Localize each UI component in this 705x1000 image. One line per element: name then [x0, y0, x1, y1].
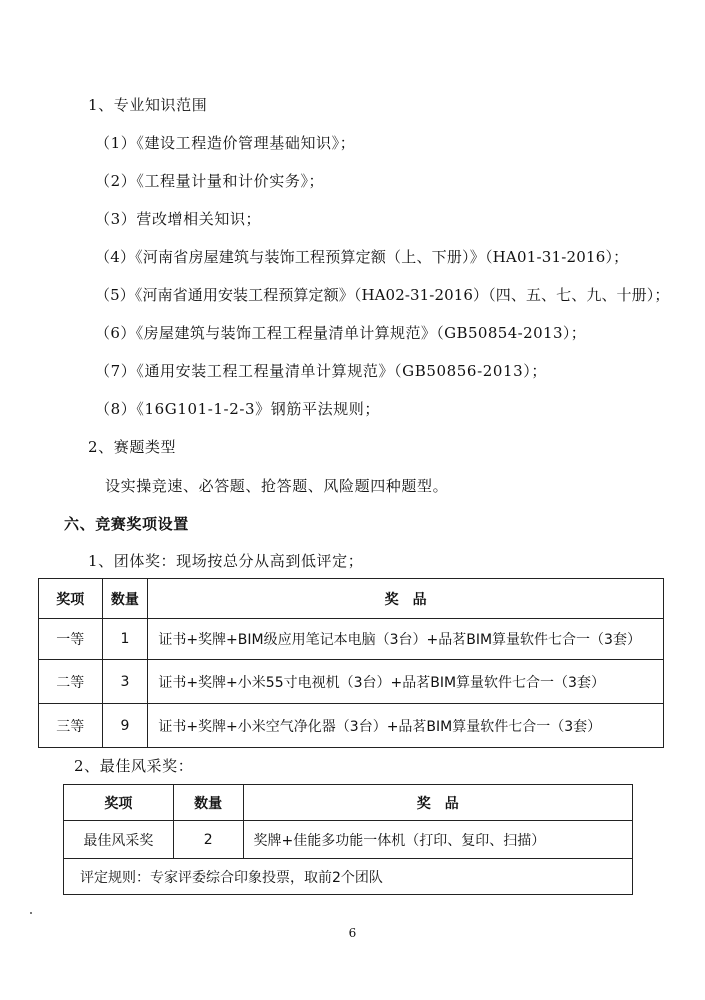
- style-award-heading: 2、最佳风采奖：: [74, 757, 194, 775]
- award-cell: 二等: [39, 660, 103, 704]
- team-award-heading: 1、团体奖：现场按总分从高到低评定；: [88, 552, 364, 570]
- table-header-row: [39, 579, 664, 619]
- style-award-table: [63, 784, 633, 895]
- section-heading-awards: 六、竞赛奖项设置: [64, 515, 189, 533]
- table-row: [39, 704, 664, 748]
- prize-cell: 奖牌+佳能多功能一体机（打印、复印、扫描）: [243, 821, 632, 859]
- knowledge-item-6: （6）《房屋建筑与装饰工程工程量清单计算规范》（GB50854-2013）；: [95, 324, 587, 342]
- knowledge-item-1: （1）《建设工程造价管理基础知识》；: [95, 134, 356, 152]
- prize-cell: 证书+奖牌+BIM级应用笔记本电脑（3台）+品茗BIM算量软件七合一（3套）: [148, 619, 664, 660]
- knowledge-item-7: （7）《通用安装工程工程量清单计算规范》（GB50856-2013）；: [95, 362, 548, 380]
- section-heading-question-types: 2、赛题类型: [88, 438, 177, 456]
- knowledge-item-2: （2）《工程量计量和计价实务》；: [95, 172, 325, 190]
- table-row: [39, 619, 664, 660]
- page-number: 6: [348, 926, 357, 940]
- quantity-cell: 2: [173, 821, 243, 859]
- header-prize: 奖 品: [148, 579, 664, 619]
- team-award-table: [38, 578, 664, 748]
- section-heading-knowledge-scope: 1、专业知识范围: [88, 96, 208, 114]
- award-cell: 最佳风采奖: [64, 821, 174, 859]
- knowledge-item-3: （3）营改增相关知识；: [95, 210, 262, 228]
- header-quantity: 数量: [102, 579, 148, 619]
- table-row: [64, 821, 633, 859]
- header-award: 奖项: [39, 579, 103, 619]
- table-row: [39, 660, 664, 704]
- table-note-row: [64, 859, 633, 895]
- knowledge-item-4: （4）《河南省房屋建筑与装饰工程预算定额（上、下册）》（HA01-31-2016）；: [95, 248, 629, 266]
- award-cell: 三等: [39, 704, 103, 748]
- header-award: 奖项: [64, 785, 174, 821]
- prize-cell: 证书+奖牌+小米空气净化器（3台）+品茗BIM算量软件七合一（3套）: [148, 704, 664, 748]
- header-prize: 奖 品: [243, 785, 632, 821]
- award-cell: 一等: [39, 619, 103, 660]
- table-header-row: [64, 785, 633, 821]
- header-quantity: 数量: [173, 785, 243, 821]
- quantity-cell: 9: [102, 704, 148, 748]
- question-types-body: 设实操竞速、必答题、抢答题、风险题四种题型。: [105, 477, 449, 495]
- quantity-cell: 1: [102, 619, 148, 660]
- evaluation-rule-note: 评定规则：专家评委综合印象投票，取前2个团队: [64, 859, 633, 895]
- scan-speck: [30, 912, 32, 914]
- quantity-cell: 3: [102, 660, 148, 704]
- prize-cell: 证书+奖牌+小米55寸电视机（3台）+品茗BIM算量软件七合一（3套）: [148, 660, 664, 704]
- knowledge-item-8: （8）《16G101-1-2-3》钢筋平法规则；: [95, 400, 380, 418]
- knowledge-item-5: （5）《河南省通用安装工程预算定额》（HA02-31-2016）（四、五、七、九、十册）；: [95, 286, 670, 304]
